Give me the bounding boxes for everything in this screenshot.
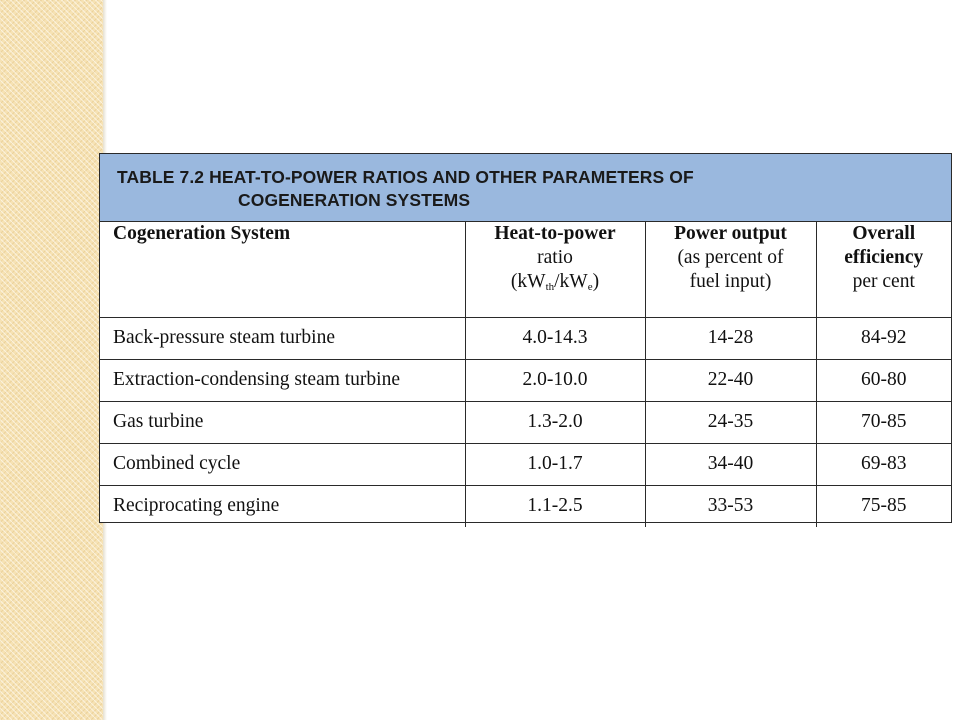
- table-row: [100, 401, 951, 443]
- header-efficiency-line2: efficiency: [844, 247, 924, 268]
- cell-ratio: 1.3-2.0: [465, 401, 645, 443]
- cell-power: 24-35: [645, 401, 816, 443]
- header-efficiency-line3: per cent: [852, 271, 915, 292]
- header-efficiency-line1: Overall: [852, 223, 916, 244]
- cell-system: Gas turbine: [100, 401, 465, 443]
- cell-ratio: 2.0-10.0: [465, 359, 645, 401]
- unit-open: (kW: [510, 271, 546, 292]
- cell-system: Reciprocating engine: [100, 485, 465, 527]
- header-power: [645, 222, 816, 317]
- table-row: [100, 317, 951, 359]
- cell-power: 34-40: [645, 443, 816, 485]
- unit-mid: /kW: [554, 271, 588, 292]
- cogeneration-table: [100, 222, 951, 527]
- decorative-side-band: [0, 0, 103, 720]
- cell-efficiency: 60-80: [816, 359, 951, 401]
- header-row: [100, 222, 951, 317]
- header-ratio-unit: [466, 270, 645, 294]
- table-row: [100, 485, 951, 527]
- unit-sub-th: th: [545, 281, 555, 293]
- header-system: Cogeneration System: [100, 222, 465, 317]
- cell-power: 22-40: [645, 359, 816, 401]
- cell-ratio: 4.0-14.3: [465, 317, 645, 359]
- cell-efficiency: 69-83: [816, 443, 951, 485]
- header-ratio: [465, 222, 645, 317]
- header-efficiency: [816, 222, 951, 317]
- cell-ratio: 1.0-1.7: [465, 443, 645, 485]
- cell-efficiency: 75-85: [861, 495, 907, 516]
- table-caption: [100, 154, 951, 222]
- table-row: [100, 443, 951, 485]
- cell-power: 33-53: [645, 485, 816, 527]
- header-ratio-line2: ratio: [537, 247, 573, 268]
- unit-close: ): [592, 271, 600, 292]
- cell-system: Combined cycle: [100, 443, 465, 485]
- caption-line-2: COGENERATION SYSTEMS: [238, 190, 471, 210]
- header-ratio-line1: Heat-to-power: [494, 223, 616, 244]
- unit-sub-e: e: [587, 281, 593, 293]
- cell-efficiency: 84-92: [816, 317, 951, 359]
- header-power-line1: Power output: [674, 223, 787, 244]
- table-figure: [99, 153, 952, 523]
- header-power-line3: fuel input): [689, 271, 772, 292]
- cell-system: Extraction-condensing steam turbine: [100, 359, 465, 401]
- caption-line-1: TABLE 7.2 HEAT-TO-POWER RATIOS AND OTHER PARAMETERS OF: [117, 167, 694, 187]
- cell-ratio: 1.1-2.5: [465, 485, 645, 527]
- table-row: [100, 359, 951, 401]
- header-power-line2: (as percent of: [677, 247, 784, 268]
- cell-system: Back-pressure steam turbine: [100, 317, 465, 359]
- cell-power: 14-28: [645, 317, 816, 359]
- cell-efficiency: 70-85: [816, 401, 951, 443]
